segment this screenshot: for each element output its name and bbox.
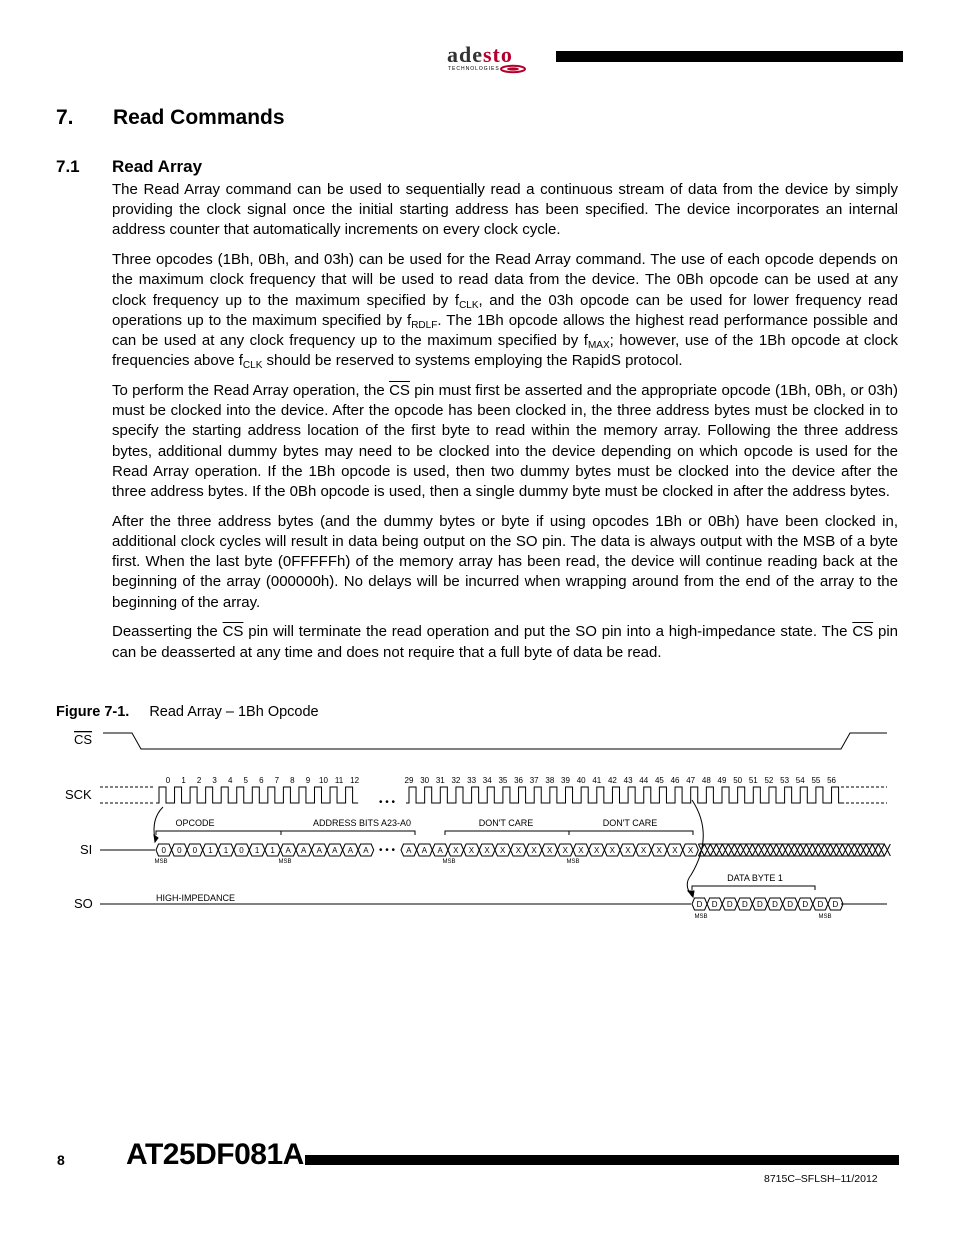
clock-number: 50: [733, 776, 743, 785]
clock-number: 46: [670, 776, 680, 785]
clock-number: 38: [545, 776, 555, 785]
logo-swoosh-icon: [499, 64, 527, 74]
dummy-bit: X: [593, 846, 600, 855]
product-name: AT25DF081A: [126, 1138, 304, 1171]
logo-word-dark: ade: [447, 42, 483, 67]
dummy-bit: X: [672, 846, 678, 855]
si-msb-arrow: [154, 807, 163, 839]
clock-number: 30: [420, 776, 430, 785]
clock-number: 0: [165, 776, 171, 785]
clock-number: 37: [529, 776, 539, 785]
dummy-bit: X: [562, 846, 568, 855]
clock-number: 55: [811, 776, 821, 785]
opcode-label: OPCODE: [175, 818, 215, 828]
clock-number: 43: [623, 776, 633, 785]
dont-care-2-bracket: [569, 831, 693, 835]
arrow-head-icon: [154, 835, 158, 842]
p2-sub-rdlf: RDLF: [411, 319, 438, 331]
data-bit: D: [817, 900, 824, 909]
clock-number: 12: [350, 776, 360, 785]
opcode-bit: 0: [177, 846, 182, 855]
data-byte-bracket: [692, 886, 815, 890]
p5-text-c: pin can be deasserted at any time and does not require that a full byte of data be read.: [112, 623, 899, 661]
so-signal-label: SO: [74, 896, 93, 911]
si-dont-care-hatch: [698, 844, 890, 856]
clock-number: 4: [227, 776, 233, 785]
p2-sub-max: MAX: [587, 340, 610, 352]
clock-number: 32: [451, 776, 461, 785]
clock-number: 54: [795, 776, 805, 785]
dummy-bit: X: [547, 846, 553, 855]
address-bit: A: [363, 846, 369, 855]
address-bit: A: [406, 846, 412, 855]
msb-marker: MSB: [694, 914, 708, 920]
clock-number: 36: [514, 776, 524, 785]
clock-number: 8: [290, 776, 295, 785]
section-number: 7.: [56, 106, 74, 129]
clock-number: 45: [654, 776, 664, 785]
figure-caption: [56, 704, 319, 720]
clock-number: 2: [196, 776, 202, 785]
logo-word: [447, 44, 529, 66]
opcode-bit: 1: [254, 846, 260, 855]
clock-number: 47: [686, 776, 696, 785]
clock-number: 52: [764, 776, 774, 785]
opcode-bit: 0: [192, 846, 198, 855]
dummy-bit: X: [609, 846, 615, 855]
figure-title: Read Array – 1Bh Opcode: [149, 704, 319, 720]
clock-number: 48: [701, 776, 711, 785]
arrow-head-icon: [688, 891, 694, 897]
clock-number: 35: [498, 776, 508, 785]
p3-text-a: To perform the Read Array operation, the: [112, 382, 390, 400]
p3-text-b: pin must first be asserted and the appropriate opcode (1Bh, 0Bh, or 03h) must be clocked into the device. After the opcode has been clocked in, the three address bytes must be clocked in to specify the starting address location of the first byte to read within the memory array. Following the three address bytes, additional dummy bytes may need to be clocked into the device depending on which opcode is used for the Read Array operation. If the 1Bh opcode is used, then two dummy bytes must be clocked into the device after the three address bytes. If the 0Bh opcode is used, then a single dummy byte must be clocked in after the address bytes.: [112, 382, 899, 501]
dummy-bit: X: [484, 846, 490, 855]
clock-number: 44: [639, 776, 649, 785]
dummy-bit: X: [500, 846, 506, 855]
dummy-bit: X: [453, 846, 459, 855]
address-bit: A: [316, 846, 322, 855]
subsection-heading: [56, 157, 203, 177]
p2-text-b: , and the 03h opcode can be used for lower frequency read operations up to the maximum specified by f: [112, 291, 898, 329]
clock-number: 39: [561, 776, 570, 785]
clock-number: 53: [780, 776, 790, 785]
cs-pin-name: $\overline{CS}$: [222, 623, 244, 641]
p2-text-e: should be reserved to systems employing the RapidS protocol.: [262, 352, 683, 370]
clock-number: 11: [334, 776, 344, 785]
si-signal-label: SI: [80, 842, 93, 857]
msb-marker: MSB: [818, 914, 832, 920]
section-title: Read Commands: [113, 106, 285, 129]
clock-number: 1: [181, 776, 186, 785]
p2-sub-clk-2: CLK: [242, 360, 263, 372]
clock-number: 51: [748, 776, 758, 785]
clock-number: 34: [482, 776, 492, 785]
dummy-bit: X: [687, 846, 694, 855]
clock-number: 7: [274, 776, 280, 785]
p2-text-c: . The 1Bh opcode allows the highest read performance possible and can be used at any clock frequency up to the maximum specified by f: [112, 311, 899, 350]
paragraph-3: [112, 381, 898, 502]
opcode-bit: 0: [239, 846, 244, 855]
dummy-bit: X: [625, 846, 631, 855]
clock-number: 42: [607, 776, 617, 785]
sck-clock-pulses-right: [406, 787, 844, 803]
logo-subtitle: TECHNOLOGIES: [448, 66, 500, 72]
opcode-bit: 1: [270, 846, 275, 855]
dummy-bit: X: [515, 846, 522, 855]
p2-sub-clk: CLK: [459, 299, 479, 311]
msb-marker: MSB: [154, 859, 168, 865]
dummy-bit: X: [578, 846, 584, 855]
address-label: ADDRESS BITS A23-A0: [312, 818, 412, 828]
address-bit: A: [332, 846, 338, 855]
dummy-bit: X: [531, 846, 537, 855]
p5-text-b: pin will terminate the read operation and put the SO pin into a high-impedance state. The: [243, 623, 853, 641]
section-heading: [56, 106, 285, 130]
paragraph-1: The Read Array command can be used to sequentially read a continuous stream of data from the device by simply providing the clock signal once the initial starting address has been specified. The device incorporates an internal address counter that automatically increments on every clock cycle.: [112, 181, 898, 239]
dont-care-1-bracket: [445, 831, 569, 835]
address-bit: A: [301, 846, 307, 855]
data-bit: D: [726, 900, 733, 909]
address-bracket: [281, 831, 415, 835]
opcode-bit: 1: [208, 846, 213, 855]
body-text: [112, 180, 898, 672]
dont-care-2-label: DON'T CARE: [602, 818, 658, 828]
p5-text-a: Deasserting the: [112, 623, 223, 641]
p2-text-d: ; however, use of the 1Bh opcode at clock frequencies above f: [112, 332, 898, 370]
sck-ellipsis: • • •: [379, 797, 396, 808]
subsection-title: Read Array: [112, 157, 203, 176]
clock-number: 49: [717, 776, 727, 785]
address-bit: A: [347, 846, 354, 855]
clock-number: 6: [259, 776, 264, 785]
logo-word-accent: sto: [483, 42, 513, 67]
data-bit: D: [757, 900, 763, 909]
address-bit: A: [421, 846, 428, 855]
clock-number: 9: [305, 776, 311, 785]
clock-number: 31: [435, 776, 445, 785]
clock-number: 29: [404, 776, 414, 785]
clock-number: 3: [212, 776, 217, 785]
clock-number: 5: [243, 776, 248, 785]
dummy-bit: X: [656, 846, 662, 855]
dummy-bit: X: [640, 846, 647, 855]
data-bit: D: [696, 900, 703, 909]
clock-number: 56: [827, 776, 837, 785]
page-number: 8: [57, 1152, 65, 1168]
footer-bar: [305, 1155, 899, 1165]
msb-marker: MSB: [278, 859, 292, 865]
opcode-bit: 1: [223, 846, 229, 855]
data-bit: D: [787, 900, 794, 909]
clock-number: 41: [592, 776, 602, 785]
figure-label: Figure 7-1.: [56, 704, 130, 720]
p2-text-a: Three opcodes (1Bh, 0Bh, and 03h) can be used for the Read Array command. The use of each opcode depends on the maximum clock frequency that will be used to read data from the device. The 0Bh opcode can be used at any clock frequency up to the maximum specified by f: [112, 251, 898, 309]
data-bit: D: [802, 900, 809, 909]
document-reference: 8715C–SFLSH–11/2012: [764, 1173, 878, 1185]
data-bit: D: [741, 900, 748, 909]
data-bit: D: [711, 900, 718, 909]
msb-marker: MSB: [442, 859, 456, 865]
sck-signal-label: SCK: [65, 787, 92, 802]
opcode-bracket: [156, 831, 281, 835]
address-bit: A: [437, 846, 443, 855]
cs-pin-name: $\overline{CS}$: [389, 382, 410, 400]
sck-clock-pulses-left: [156, 787, 358, 803]
subsection-number: 7.1: [56, 157, 80, 176]
high-impedance-label: HIGH-IMPEDANCE: [156, 893, 236, 903]
dummy-bit: X: [468, 846, 475, 855]
adesto-logo: [447, 44, 529, 76]
msb-marker: MSB: [566, 859, 580, 865]
cs-waveform: [103, 733, 887, 749]
clock-number: 40: [576, 776, 586, 785]
si-ellipsis: • • •: [379, 845, 396, 856]
address-bit: A: [285, 846, 291, 855]
opcode-bit: 0: [161, 846, 167, 855]
cs-pin-name: $\overline{CS}$: [852, 623, 874, 641]
data-bit: D: [772, 900, 778, 909]
clock-number: 33: [467, 776, 477, 785]
timing-diagram: [55, 725, 895, 925]
data-bit: D: [832, 900, 839, 909]
paragraph-4: After the three address bytes (and the dummy bytes or byte if using opcodes 1Bh or 0Bh) have been clocked in, additional clock cycles will result in data being output on the SO pin. The data is always output with the MSB of a byte first. When the last byte (0FFFFFh) of the memory array has been read, the device will continue reading back at the beginning of the array (000000h). No delays will be incurred when wrapping around from the end of the array to the beginning of the array.: [112, 512, 898, 611]
data-byte-label: DATA BYTE 1: [727, 873, 783, 883]
header-bar: [556, 51, 903, 62]
paragraph-2: [112, 250, 898, 371]
paragraph-5: [112, 622, 898, 662]
clock-number: 10: [319, 776, 328, 785]
dont-care-1-label: DON'T CARE: [478, 818, 534, 828]
cs-signal-label: CS: [74, 732, 93, 747]
